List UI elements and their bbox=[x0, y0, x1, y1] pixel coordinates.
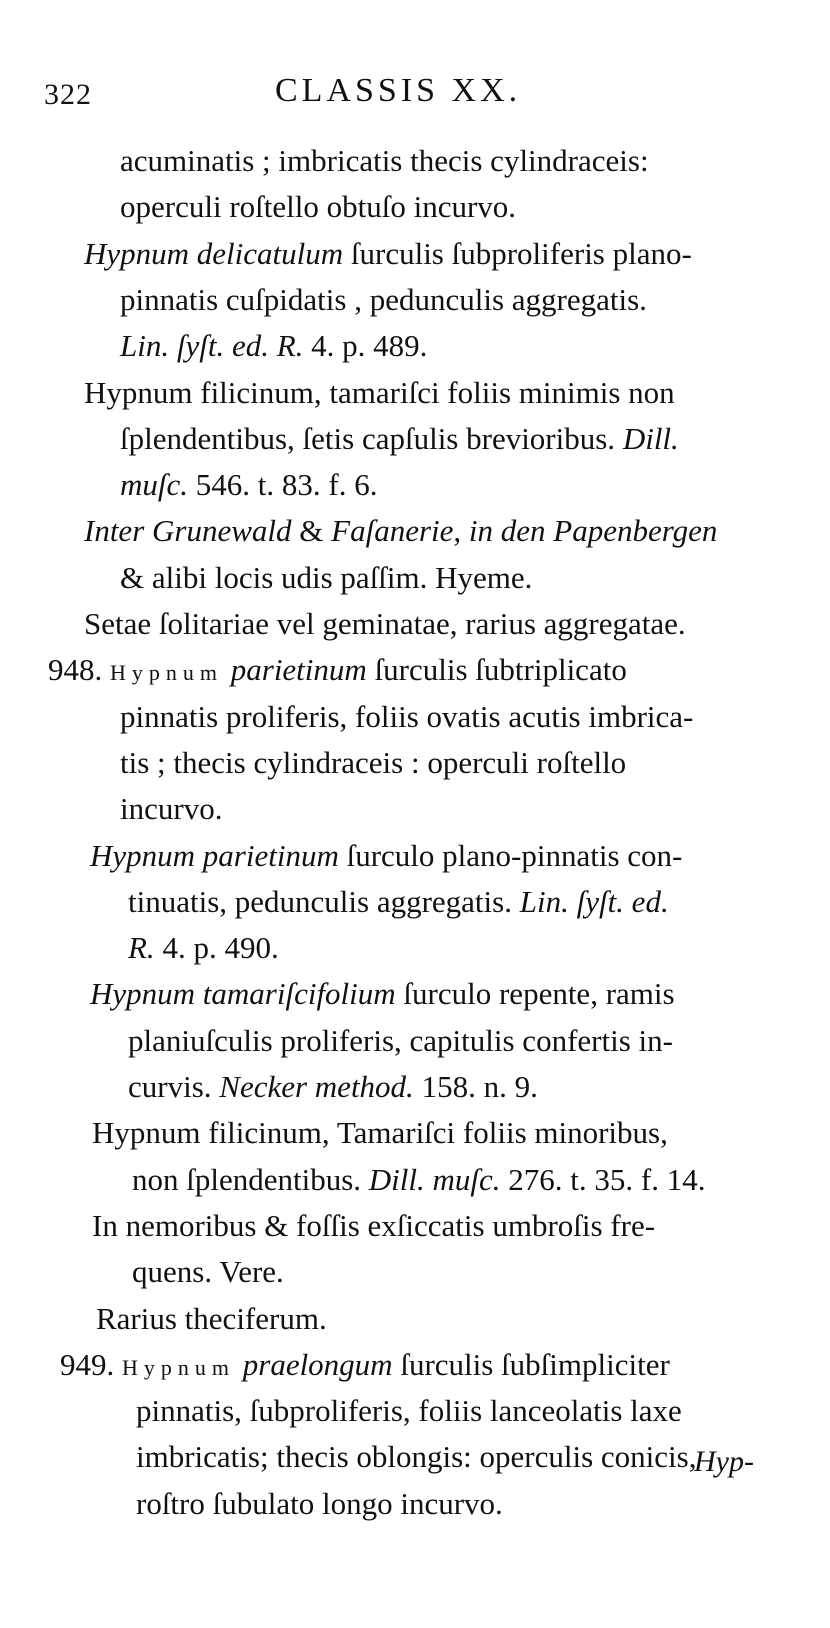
text-line bbox=[120, 462, 377, 508]
text-line bbox=[120, 555, 532, 601]
text-segment: Lin. ſyſt. ed. R. bbox=[120, 328, 304, 364]
text-line bbox=[120, 694, 693, 740]
text-line bbox=[92, 1203, 655, 1249]
text-segment: Dill. muſc. bbox=[368, 1161, 501, 1197]
text-segment: 276. t. 35. f. 14. bbox=[500, 1161, 706, 1197]
text-line bbox=[120, 786, 222, 832]
text-segment: 4. p. 490. bbox=[154, 930, 279, 966]
text-line bbox=[120, 416, 679, 462]
text-segment: 158. n. 9. bbox=[413, 1069, 538, 1104]
text-segment: In nemoribus & foſſis exſiccatis umbroſis fre- bbox=[92, 1207, 656, 1243]
text-segment bbox=[223, 652, 231, 687]
text-segment bbox=[102, 652, 110, 687]
text-line bbox=[120, 740, 626, 786]
text-line bbox=[48, 647, 627, 693]
text-segment: curvis. bbox=[128, 1069, 220, 1104]
text-segment: praelongum bbox=[242, 1346, 393, 1382]
text-line bbox=[120, 138, 649, 184]
page-number: 322 bbox=[44, 78, 92, 111]
text-segment: ſurculis ſubtriplicato bbox=[366, 652, 627, 688]
text-segment: Hypnum parietinum bbox=[90, 837, 339, 873]
text-line bbox=[136, 1481, 503, 1527]
text-line bbox=[120, 277, 647, 323]
text-segment: Inter Grunewald bbox=[84, 513, 292, 549]
text-segment: Lin. ſyſt. ed. bbox=[519, 883, 669, 919]
text-line bbox=[128, 879, 669, 925]
text-segment: non ſplendentibus. bbox=[132, 1161, 369, 1197]
text-segment: Setae ſolitariae vel geminatae, rarius aggregatae. bbox=[84, 606, 686, 641]
running-head: CLASSIS XX. bbox=[275, 72, 522, 109]
entry-number: 948. bbox=[48, 652, 103, 688]
page-header bbox=[0, 72, 830, 122]
text-segment: 546. t. 83. f. 6. bbox=[188, 467, 378, 503]
text-segment: Hypnum tamariſcifolium bbox=[90, 976, 396, 1012]
text-segment: ſurculo repente, ramis bbox=[395, 976, 675, 1012]
text-segment: pinnatis proliferis, foliis ovatis acutis imbrica- bbox=[120, 698, 694, 734]
text-segment: Hypnum delicatulum bbox=[84, 235, 344, 271]
text-segment bbox=[235, 1347, 243, 1382]
text-line bbox=[136, 1388, 682, 1434]
text-line bbox=[96, 1296, 327, 1342]
text-line bbox=[128, 925, 279, 971]
text-line bbox=[128, 1018, 673, 1064]
text-line bbox=[84, 508, 717, 554]
text-line bbox=[120, 184, 516, 230]
text-line bbox=[60, 1342, 670, 1388]
text-line bbox=[132, 1249, 284, 1295]
text-segment: Necker method. bbox=[219, 1069, 414, 1104]
text-segment: quens. Vere. bbox=[132, 1254, 284, 1290]
text-segment: ſplendentibus, ſetis capſulis brevioribus. bbox=[120, 420, 623, 456]
text-segment: tis ; thecis cylindraceis : operculi roſtello bbox=[120, 744, 627, 780]
entry-number: 949. bbox=[60, 1346, 115, 1382]
text-segment: ſurculis ſubproliferis plano- bbox=[343, 235, 692, 271]
text-segment: parietinum bbox=[230, 652, 367, 688]
text-segment: imbricatis; thecis oblongis: operculis conicis, bbox=[136, 1439, 697, 1475]
text-segment: Dill. bbox=[622, 420, 679, 456]
text-segment: pinnatis, ſubproliferis, foliis lanceolatis laxe bbox=[136, 1393, 682, 1429]
text-segment: acuminatis ; imbricatis thecis cylindraceis: bbox=[120, 143, 649, 178]
text-line bbox=[132, 1157, 705, 1203]
text-segment: pinnatis cuſpidatis , pedunculis aggregatis. bbox=[120, 281, 647, 317]
text-line bbox=[128, 1064, 538, 1110]
genus-small-caps: Hypnum bbox=[122, 1354, 235, 1380]
text-segment: Faſanerie, in den Papenbergen bbox=[331, 513, 718, 549]
text-segment: muſc. bbox=[120, 467, 189, 503]
genus-small-caps: Hypnum bbox=[110, 660, 223, 686]
text-line bbox=[136, 1434, 696, 1480]
text-segment: R. bbox=[128, 930, 155, 966]
text-line bbox=[84, 231, 692, 277]
catchword: Hyp- bbox=[694, 1445, 754, 1478]
text-segment: operculi roſtello obtuſo incurvo. bbox=[120, 189, 517, 225]
text-line bbox=[120, 323, 427, 369]
text-line bbox=[84, 601, 686, 647]
text-segment: ſurculis ſubſimpliciter bbox=[392, 1346, 670, 1382]
text-segment: incurvo. bbox=[120, 791, 223, 827]
text-segment: ſurculo plano-pinnatis con- bbox=[338, 837, 683, 873]
text-segment: 4. p. 489. bbox=[303, 328, 428, 364]
text-segment: Hypnum filicinum, tamariſci foliis minimis non bbox=[84, 374, 675, 410]
text-line bbox=[90, 833, 682, 879]
text-segment: planiuſculis proliferis, capitulis confertis in- bbox=[128, 1022, 673, 1058]
text-segment: & bbox=[291, 513, 332, 549]
text-line bbox=[84, 370, 675, 416]
text-segment: roſtro ſubulato longo incurvo. bbox=[136, 1485, 503, 1521]
text-segment: Hypnum filicinum, Tamariſci foliis minoribus, bbox=[92, 1115, 668, 1151]
text-segment: tinuatis, pedunculis aggregatis. bbox=[128, 883, 520, 919]
text-segment bbox=[114, 1347, 122, 1382]
text-segment: & alibi locis udis paſſim. Hyeme. bbox=[120, 559, 533, 595]
text-line bbox=[92, 1110, 668, 1156]
text-line bbox=[90, 971, 675, 1017]
text-segment: Rarius theciferum. bbox=[96, 1300, 327, 1336]
